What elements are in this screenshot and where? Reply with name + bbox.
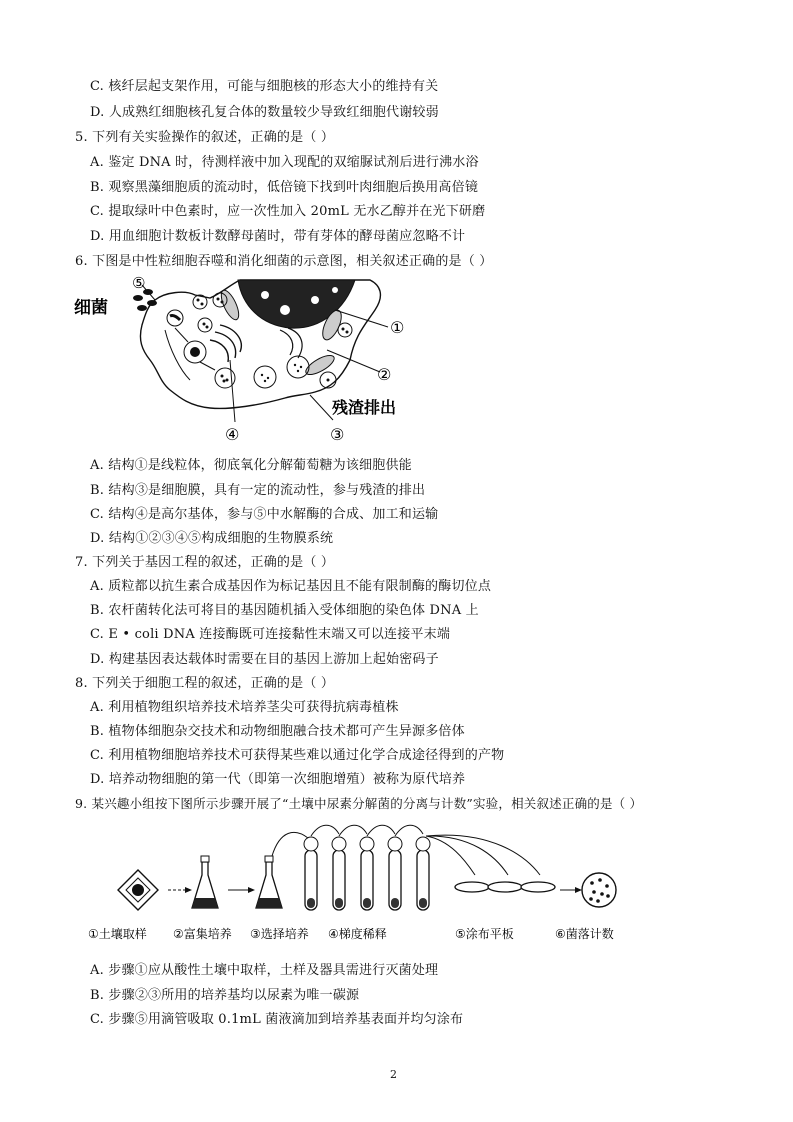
question-7-stem: 7. 下列关于基因工程的叙述，正确的是（ ）	[75, 555, 335, 570]
residue-label: 残渣排出	[332, 398, 397, 417]
option-text: A. 结构①是线粒体，彻底氧化分解葡萄糖为该细胞供能	[90, 458, 412, 473]
option-text: B. 农杆菌转化法可将目的基因随机插入受体细胞的染色体 DNA 上	[90, 603, 479, 618]
option-text: B. 结构③是细胞膜，具有一定的流动性，参与残渣的排出	[90, 483, 426, 498]
marker-2: ②	[377, 365, 392, 384]
option-text: A. 利用植物组织培养技术培养茎尖可获得抗病毒植株	[90, 700, 399, 715]
option-text: D. 结构①②③④⑤构成细胞的生物膜系统	[90, 531, 334, 546]
option-text: B. 观察黑藻细胞质的流动时，低倍镜下找到叶肉细胞后换用高倍镜	[90, 180, 479, 195]
marker-4: ④	[225, 425, 240, 444]
question-5-stem: 5. 下列有关实验操作的叙述，正确的是（ ）	[75, 130, 335, 145]
option-text: C. E • coli DNA 连接酶既可连接黏性末端又可以连接平末端	[90, 627, 451, 642]
step-6-label: ⑥菌落计数	[555, 927, 614, 941]
page-number: 2	[390, 1068, 397, 1081]
option-text: A. 鉴定 DNA 时，待测样液中加入现配的双缩脲试剂后进行沸水浴	[90, 155, 479, 170]
step-1-label: ①土壤取样	[88, 927, 147, 941]
marker-1: ①	[390, 318, 405, 337]
option-text: C. 结构④是高尔基体，参与⑤中水解酶的合成、加工和运输	[90, 507, 439, 522]
option-text: C. 核纤层起支架作用，可能与细胞核的形态大小的维持有关	[90, 79, 439, 94]
option-text: C. 利用植物细胞培养技术可获得某些难以通过化学合成途径得到的产物	[90, 748, 505, 763]
question-8-stem: 8. 下列关于细胞工程的叙述，正确的是（ ）	[75, 676, 335, 691]
option-text: D. 用血细胞计数板计数酵母菌时，带有芽体的酵母菌应忽略不计	[90, 229, 466, 244]
marker-5: ⑤	[132, 274, 146, 292]
step-5-label: ⑤涂布平板	[455, 927, 514, 941]
option-text: D. 构建基因表达载体时需要在目的基因上游加上起始密码子	[90, 652, 439, 667]
question-6-stem: 6. 下图是中性粒细胞吞噬和消化细菌的示意图，相关叙述正确的是（ ）	[75, 254, 493, 269]
marker-3: ③	[330, 425, 345, 444]
option-text: A. 步骤①应从酸性土壤中取样，土样及器具需进行灭菌处理	[90, 963, 439, 978]
neutrophil-diagram	[70, 270, 420, 450]
option-text: B. 植物体细胞杂交技术和动物细胞融合技术都可产生异源多倍体	[90, 724, 465, 739]
option-text: A. 质粒都以抗生素合成基因作为标记基因且不能有限制酶的酶切位点	[90, 579, 492, 594]
question-9-stem: 9. 某兴趣小组按下图所示步骤开展了“土壤中尿素分解菌的分离与计数”实验，相关叙述正确的是（ ）	[75, 796, 643, 811]
soil-bacteria-procedure-diagram	[80, 820, 640, 950]
option-text: D. 人成熟红细胞核孔复合体的数量较少导致红细胞代谢较弱	[90, 105, 439, 120]
option-text: C. 步骤⑤用滴管吸取 0.1mL 菌液滴加到培养基表面并均匀涂布	[90, 1012, 464, 1027]
option-text: B. 步骤②③所用的培养基均以尿素为唯一碳源	[90, 988, 360, 1003]
bacteria-label: 细菌	[74, 298, 108, 318]
step-2-label: ②富集培养	[173, 927, 232, 941]
option-text: C. 提取绿叶中色素时，应一次性加入 20mL 无水乙醇并在光下研磨	[90, 204, 486, 219]
step-4-label: ④梯度稀释	[328, 927, 387, 941]
step-3-label: ③选择培养	[250, 927, 309, 941]
option-text: D. 培养动物细胞的第一代（即第一次细胞增殖）被称为原代培养	[90, 772, 466, 787]
